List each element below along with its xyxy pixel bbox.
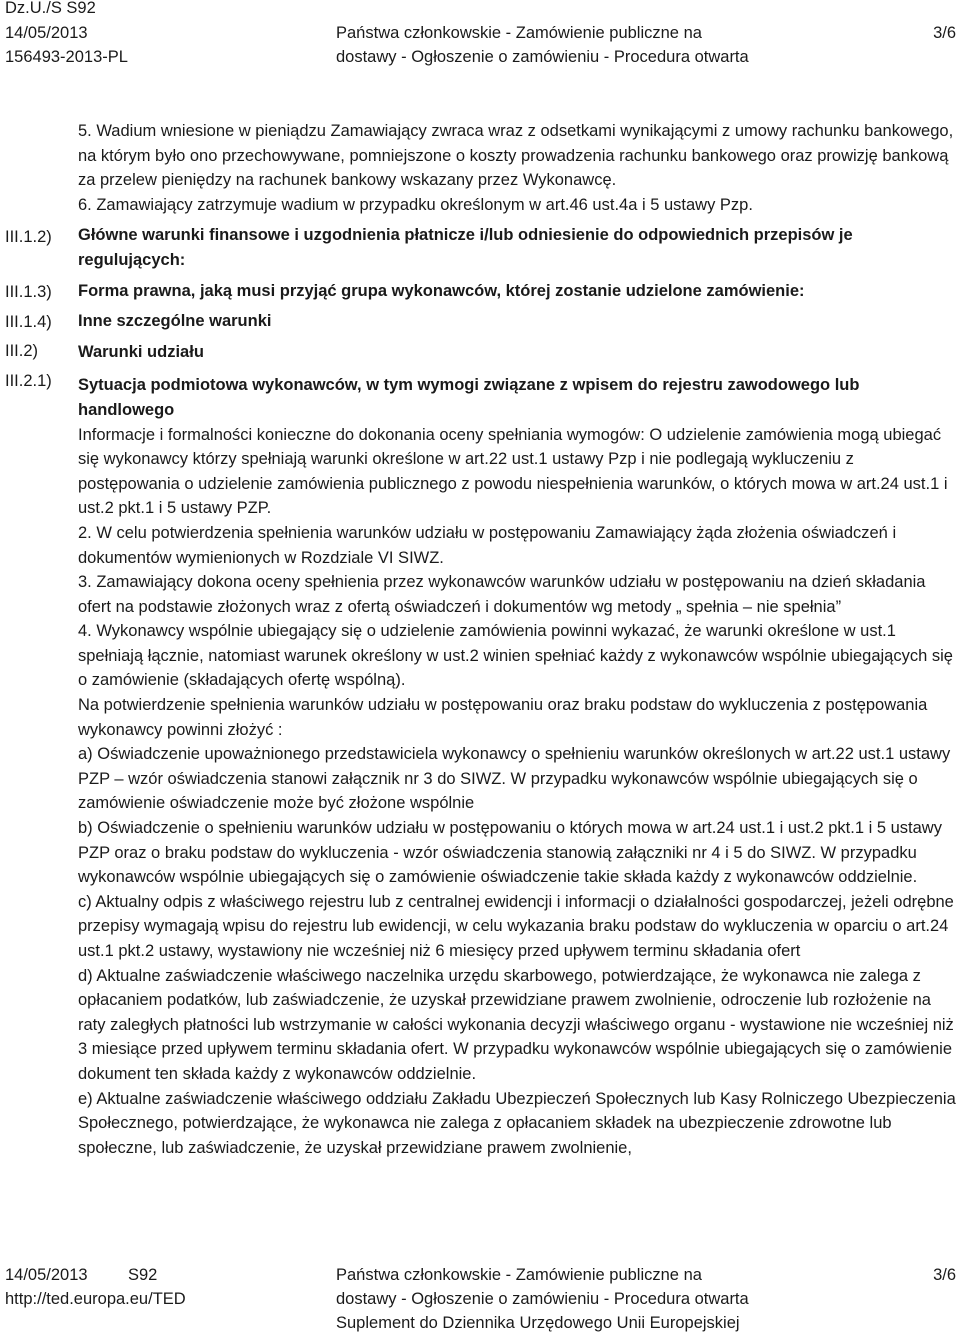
paragraph: d) Aktualne zaświadczenie właściwego naczelnika urzędu skarbowego, potwierdzające, że wykonawca nie zalega z opłacaniem podatków, lub zaświadczenie, że uzyskał przewidziane prawem zwolnienie, odroczenie lub rozłożenie na raty zaległych płatności lub wstrzymanie w całości wykonania decyzji właściwego organu - wystawione nie wcześniej niż 3 miesiące przed upływem terminu składania ofert. W przypadku wykonawców wspólnie ubiegających się o zamówienie dokument ten składa każdy z wykonawców oddzielnie. <box>78 966 954 1083</box>
paragraph: 5. Wadium wniesione w pieniądzu Zamawiający zwraca wraz z odsetkami wynikającymi z umowy rachunku bankowego, na którym było ono przechowywane, pomniejszone o koszty prowadzenia rachunku bankowego oraz prowizję bankową za przelew pieniędzy na rachunek bankowy wskazany przez Wykonawcę. <box>78 122 954 190</box>
paragraph: b) Oświadczenie o spełnieniu warunków udziału w postępowaniu o których mowa w art.24 ust.1 i ust.2 pkt.1 i 5 ustawy PZP oraz o braku podstaw do wykluczenia - wzór oświadczenia stanowią załączniki nr 4 i 5 do SIWZ. W przypadku wykonawców wspólnie ubiegających się o zamówienie oświadczenie takie składa każdy z wykonawców oddzielnie. <box>78 819 942 887</box>
section-label: III.2) <box>5 342 39 360</box>
footer-url: http://ted.europa.eu/TED <box>5 1290 186 1308</box>
section-heading: Warunki udziału <box>78 342 204 361</box>
paragraph: Informacje i formalności konieczne do dokonania oceny spełniania wymogów: O udzielenie zamówienia mogą ubiegać się wykonawcy którzy spełniają warunki określone w art.22 ust.1 ustawy Pzp i nie podlegają wykluczeniu z postępowania o udzielenie zamówienia publicznego z powodu niespełnienia warunków, o których mowa w art.24 ust.1 i ust.2 pkt.1 i 5 ustawy PZP. <box>78 425 948 518</box>
paragraph: 2. W celu potwierdzenia spełnienia warunków udziału w postępowaniu Zamawiający żąda złożenia oświadczeń i dokumentów wymienionych w Rozdziale VI SIWZ. <box>78 523 897 567</box>
document-body <box>78 119 958 1160</box>
paragraph: 4. Wykonawcy wspólnie ubiegający się o udzielenie zamówienia powinni wykazać, że warunki określone w ust.1 spełniają łącznie, natomiast warunek określony w ust.2 winien spełniać każdy z wykonawców wspólnie ubiegających się o zamówienie (składających ofertę wspólną). <box>78 622 953 690</box>
section-heading: Sytuacja podmiotowa wykonawców, w tym wymogi związane z wpisem do rejestru zawodowego lub handlowego <box>78 376 860 419</box>
footer-date: 14/05/2013 <box>5 1266 88 1284</box>
section-heading: Inne szczególne warunki <box>78 312 272 331</box>
paragraph: e) Aktualne zaświadczenie właściwego oddziału Zakładu Ubezpieczeń Społecznych lub Kasy Rolniczego Ubezpieczenia Społecznego, potwierdzające, że wykonawca nie zalega z opłacaniem składek na ubezpieczenie zdrowotne lub społeczne, lub zaświadczenie, że uzyskał przewidziane prawem zwolnienie, <box>78 1089 956 1157</box>
journal-ref: Dz.U./S S92 <box>5 0 96 17</box>
section-heading: Główne warunki finansowe i uzgodnienia płatnicze i/lub odniesienie do odpowiednich przepisów je regulujących: <box>78 226 853 269</box>
footer-page-number: 3/6 <box>933 1266 956 1284</box>
header-page-number: 3/6 <box>933 24 956 42</box>
header-title-line2: dostawy - Ogłoszenie o zamówieniu - Procedura otwarta <box>336 48 749 66</box>
footer-title-line1: Państwa członkowskie - Zamówienie publiczne na <box>336 1266 702 1284</box>
document-id: 156493-2013-PL <box>5 48 128 66</box>
section-heading: Forma prawna, jaką musi przyjąć grupa wykonawców, której zostanie udzielone zamówienie: <box>78 281 805 300</box>
paragraph: 3. Zamawiający dokona oceny spełnienia przez wykonawców warunków udziału w postępowaniu na dzień składania ofert na podstawie złożonych wraz z ofertą oświadczeń i dokumentów wg metody „ spełnia – nie spełnia” <box>78 573 926 616</box>
section-label: III.1.3) <box>5 283 52 301</box>
section-label: III.1.2) <box>5 228 52 246</box>
section-label: III.1.4) <box>5 313 52 331</box>
paragraph: Na potwierdzenie spełnienia warunków udziału w postępowaniu oraz braku podstaw do wykluczenia z postępowania wykonawcy powinni złożyć : <box>78 696 928 739</box>
paragraph: a) Oświadczenie upoważnionego przedstawiciela wykonawcy o spełnieniu warunków określonych w art.22 ust.1 ustawy PZP – wzór oświadczenia stanowi załącznik nr 3 do SIWZ. W przypadku wykonawców wspólnie ubiegających się o zamówienie oświadczenie może być złożone wspólnie <box>78 745 951 813</box>
section-label: III.2.1) <box>5 372 52 390</box>
footer-title-line3: Suplement do Dziennika Urzędowego Unii Europejskiej <box>336 1314 740 1332</box>
paragraph: 6. Zamawiający zatrzymuje wadium w przypadku określonym w art.46 ust.4a i 5 ustawy Pzp. <box>78 195 753 214</box>
footer-title-line2: dostawy - Ogłoszenie o zamówieniu - Procedura otwarta <box>336 1290 749 1308</box>
header-date: 14/05/2013 <box>5 24 88 42</box>
header-title-line1: Państwa członkowskie - Zamówienie publiczne na <box>336 24 702 42</box>
paragraph: c) Aktualny odpis z właściwego rejestru lub z centralnej ewidencji i informacji o działalności gospodarczej, jeżeli odrębne przepisy wymagają wpisu do rejestru lub ewidencji, w celu wykazania braku podstaw do wykluczenia w oparciu o art.24 ust.1 pkt.2 ustawy, wystawiony nie wcześniej niż 6 miesięcy przed upływem terminu składania ofert <box>78 892 954 960</box>
footer-series: S92 <box>128 1266 158 1284</box>
